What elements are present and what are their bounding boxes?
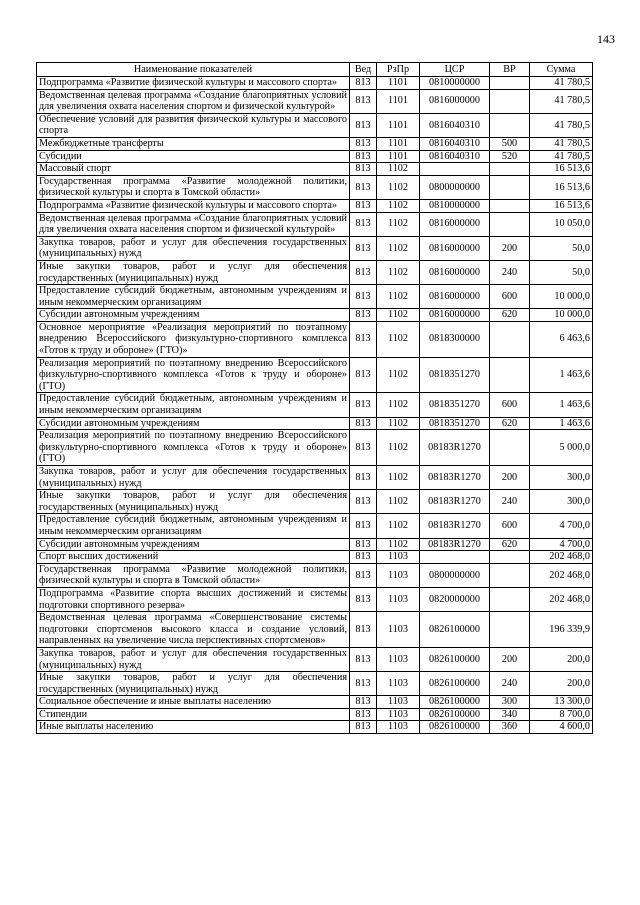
cell-rzpr: 1103	[377, 612, 420, 648]
cell-csr: 0816000000	[420, 89, 490, 113]
cell-sum: 200,0	[530, 672, 593, 696]
cell-csr: 0826100000	[420, 612, 490, 648]
cell-ved: 813	[350, 514, 377, 538]
cell-rzpr: 1102	[377, 466, 420, 490]
cell-rzpr: 1103	[377, 708, 420, 721]
cell-name: Предоставление субсидий бюджетным, автономным учреждениям и иным некоммерческим организациям	[37, 393, 350, 417]
cell-vr	[490, 357, 530, 393]
cell-ved: 813	[350, 587, 377, 611]
table-row	[37, 113, 593, 137]
cell-vr	[490, 175, 530, 199]
cell-sum: 41 780,5	[530, 150, 593, 163]
cell-rzpr: 1102	[377, 260, 420, 284]
cell-rzpr: 1102	[377, 430, 420, 466]
cell-name: Ведомственная целевая программа «Создание благоприятных условий для увеличения охвата населения спортом и физической культурой»	[37, 212, 350, 236]
cell-vr	[490, 212, 530, 236]
cell-vr	[490, 163, 530, 176]
cell-sum: 6 463,6	[530, 321, 593, 357]
cell-csr: 0826100000	[420, 708, 490, 721]
cell-rzpr: 1102	[377, 163, 420, 176]
cell-sum: 16 513,6	[530, 163, 593, 176]
cell-sum: 41 780,5	[530, 89, 593, 113]
cell-vr	[490, 587, 530, 611]
table-body	[37, 77, 593, 734]
cell-name: Закупка товаров, работ и услуг для обеспечения государственных (муниципальных) нужд	[37, 236, 350, 260]
cell-vr: 240	[490, 260, 530, 284]
table-row	[37, 514, 593, 538]
cell-sum: 196 339,9	[530, 612, 593, 648]
budget-table	[36, 62, 593, 734]
table-row	[37, 563, 593, 587]
cell-sum: 202 468,0	[530, 551, 593, 564]
cell-vr: 600	[490, 514, 530, 538]
cell-rzpr: 1101	[377, 150, 420, 163]
table-row	[37, 708, 593, 721]
cell-csr: 0816000000	[420, 236, 490, 260]
cell-name: Государственная программа «Развитие молодежной политики, физической культуры и спорта в Томской области»	[37, 175, 350, 199]
cell-name: Обеспечение условий для развития физической культуры и массового спорта	[37, 113, 350, 137]
cell-sum: 50,0	[530, 236, 593, 260]
cell-name: Иные закупки товаров, работ и услуг для обеспечения государственных (муниципальных) нужд	[37, 490, 350, 514]
cell-sum: 4 700,0	[530, 538, 593, 551]
cell-vr: 600	[490, 393, 530, 417]
table-row	[37, 466, 593, 490]
cell-vr	[490, 321, 530, 357]
cell-ved: 813	[350, 551, 377, 564]
cell-ved: 813	[350, 137, 377, 150]
cell-rzpr: 1102	[377, 393, 420, 417]
cell-name: Реализация мероприятий по поэтапному внедрению Всероссийского физкультурно-спортивного комплекса «Готов к труду и обороне» (ГТО)	[37, 430, 350, 466]
cell-rzpr: 1102	[377, 490, 420, 514]
table-row	[37, 417, 593, 430]
cell-name: Реализация мероприятий по поэтапному внедрению Всероссийского физкультурно-спортивного комплекса «Готов к труду и обороне» (ГТО)	[37, 357, 350, 393]
cell-ved: 813	[350, 113, 377, 137]
cell-csr: 08183R1270	[420, 514, 490, 538]
cell-rzpr: 1102	[377, 199, 420, 212]
cell-name: Подпрограмма «Развитие физической культуры и массового спорта»	[37, 77, 350, 90]
table-row	[37, 612, 593, 648]
cell-name: Государственная программа «Развитие молодежной политики, физической культуры и спорта в Томской области»	[37, 563, 350, 587]
cell-sum: 1 463,6	[530, 417, 593, 430]
cell-vr: 340	[490, 708, 530, 721]
cell-csr: 0826100000	[420, 672, 490, 696]
table-row	[37, 357, 593, 393]
cell-sum: 41 780,5	[530, 77, 593, 90]
table-row	[37, 89, 593, 113]
table-row	[37, 721, 593, 734]
cell-name: Подпрограмма «Развитие спорта высших достижений и системы подготовки спортивного резерва»	[37, 587, 350, 611]
cell-name: Социальное обеспечение и иные выплаты населению	[37, 696, 350, 709]
cell-csr: 0816040310	[420, 113, 490, 137]
header-vr: ВР	[490, 63, 530, 77]
cell-sum: 41 780,5	[530, 113, 593, 137]
cell-sum: 8 700,0	[530, 708, 593, 721]
header-sum: Сумма	[530, 63, 593, 77]
cell-ved: 813	[350, 708, 377, 721]
table-row	[37, 430, 593, 466]
table-row	[37, 77, 593, 90]
cell-rzpr: 1103	[377, 696, 420, 709]
cell-rzpr: 1103	[377, 647, 420, 671]
cell-sum: 5 000,0	[530, 430, 593, 466]
cell-sum: 4 600,0	[530, 721, 593, 734]
cell-name: Иные закупки товаров, работ и услуг для обеспечения государственных (муниципальных) нужд	[37, 672, 350, 696]
cell-name: Межбюджетные трансферты	[37, 137, 350, 150]
page-number: 143	[597, 32, 615, 46]
cell-ved: 813	[350, 260, 377, 284]
cell-vr: 620	[490, 417, 530, 430]
cell-rzpr: 1103	[377, 672, 420, 696]
table-row	[37, 672, 593, 696]
cell-name: Предоставление субсидий бюджетным, автономным учреждениям и иным некоммерческим организациям	[37, 285, 350, 309]
cell-csr: 08183R1270	[420, 538, 490, 551]
cell-vr	[490, 563, 530, 587]
cell-csr: 0816040310	[420, 150, 490, 163]
cell-vr	[490, 612, 530, 648]
table-row	[37, 199, 593, 212]
cell-vr	[490, 113, 530, 137]
cell-sum: 300,0	[530, 490, 593, 514]
cell-ved: 813	[350, 563, 377, 587]
cell-csr: 0810000000	[420, 199, 490, 212]
table-row	[37, 309, 593, 322]
cell-csr: 0800000000	[420, 563, 490, 587]
cell-sum: 13 300,0	[530, 696, 593, 709]
table-row	[37, 587, 593, 611]
cell-csr: 0818351270	[420, 393, 490, 417]
cell-csr: 0816000000	[420, 285, 490, 309]
cell-csr: 0810000000	[420, 77, 490, 90]
cell-csr: 0820000000	[420, 587, 490, 611]
cell-csr: 08183R1270	[420, 490, 490, 514]
cell-ved: 813	[350, 163, 377, 176]
table-row	[37, 321, 593, 357]
cell-ved: 813	[350, 417, 377, 430]
table-row	[37, 490, 593, 514]
cell-name: Ведомственная целевая программа «Совершенствование системы подготовки спортсменов высокого класса и создание условий, направленных на увеличение числа перспективных спортсменов»	[37, 612, 350, 648]
cell-name: Субсидии автономным учреждениям	[37, 417, 350, 430]
cell-ved: 813	[350, 77, 377, 90]
cell-name: Иные закупки товаров, работ и услуг для обеспечения государственных (муниципальных) нужд	[37, 260, 350, 284]
cell-ved: 813	[350, 612, 377, 648]
cell-name: Субсидии автономным учреждениям	[37, 538, 350, 551]
cell-sum: 16 513,6	[530, 175, 593, 199]
cell-csr: 0826100000	[420, 696, 490, 709]
cell-vr: 240	[490, 672, 530, 696]
table-row	[37, 163, 593, 176]
cell-ved: 813	[350, 212, 377, 236]
cell-rzpr: 1102	[377, 212, 420, 236]
cell-sum: 1 463,6	[530, 357, 593, 393]
cell-csr: 0818351270	[420, 417, 490, 430]
cell-vr	[490, 77, 530, 90]
cell-ved: 813	[350, 150, 377, 163]
cell-name: Закупка товаров, работ и услуг для обеспечения государственных (муниципальных) нужд	[37, 466, 350, 490]
cell-vr: 520	[490, 150, 530, 163]
cell-vr: 620	[490, 309, 530, 322]
cell-ved: 813	[350, 236, 377, 260]
cell-sum: 202 468,0	[530, 563, 593, 587]
cell-rzpr: 1103	[377, 721, 420, 734]
cell-rzpr: 1102	[377, 417, 420, 430]
cell-ved: 813	[350, 357, 377, 393]
cell-ved: 813	[350, 89, 377, 113]
table-row	[37, 393, 593, 417]
cell-rzpr: 1101	[377, 113, 420, 137]
cell-rzpr: 1101	[377, 77, 420, 90]
cell-sum: 202 468,0	[530, 587, 593, 611]
cell-name: Предоставление субсидий бюджетным, автономным учреждениям и иным некоммерческим организациям	[37, 514, 350, 538]
cell-vr: 300	[490, 696, 530, 709]
header-rzpr: РзПр	[377, 63, 420, 77]
cell-vr: 360	[490, 721, 530, 734]
cell-vr	[490, 199, 530, 212]
cell-csr: 0818351270	[420, 357, 490, 393]
cell-ved: 813	[350, 285, 377, 309]
cell-ved: 813	[350, 466, 377, 490]
cell-sum: 10 000,0	[530, 285, 593, 309]
cell-rzpr: 1103	[377, 563, 420, 587]
cell-name: Иные выплаты населению	[37, 721, 350, 734]
table-row	[37, 551, 593, 564]
cell-rzpr: 1102	[377, 309, 420, 322]
cell-vr	[490, 430, 530, 466]
cell-ved: 813	[350, 721, 377, 734]
cell-name: Ведомственная целевая программа «Создание благоприятных условий для увеличения охвата населения спортом и физической культурой»	[37, 89, 350, 113]
cell-csr: 0816000000	[420, 260, 490, 284]
cell-ved: 813	[350, 538, 377, 551]
cell-ved: 813	[350, 321, 377, 357]
cell-ved: 813	[350, 175, 377, 199]
cell-vr: 200	[490, 236, 530, 260]
table-row	[37, 137, 593, 150]
cell-rzpr: 1102	[377, 514, 420, 538]
cell-sum: 1 463,6	[530, 393, 593, 417]
cell-ved: 813	[350, 490, 377, 514]
table-header-row	[37, 63, 593, 77]
cell-vr: 200	[490, 466, 530, 490]
table-row	[37, 285, 593, 309]
table-row	[37, 236, 593, 260]
cell-csr: 0816000000	[420, 309, 490, 322]
cell-ved: 813	[350, 199, 377, 212]
cell-rzpr: 1102	[377, 357, 420, 393]
table-row	[37, 150, 593, 163]
cell-sum: 10 000,0	[530, 309, 593, 322]
cell-ved: 813	[350, 647, 377, 671]
cell-name: Стипендии	[37, 708, 350, 721]
cell-name: Массовый спорт	[37, 163, 350, 176]
cell-rzpr: 1103	[377, 551, 420, 564]
cell-ved: 813	[350, 672, 377, 696]
cell-csr	[420, 163, 490, 176]
cell-ved: 813	[350, 309, 377, 322]
cell-csr: 08183R1270	[420, 466, 490, 490]
cell-csr: 0826100000	[420, 647, 490, 671]
cell-csr: 0826100000	[420, 721, 490, 734]
cell-rzpr: 1101	[377, 137, 420, 150]
cell-ved: 813	[350, 393, 377, 417]
cell-sum: 200,0	[530, 647, 593, 671]
cell-csr: 0800000000	[420, 175, 490, 199]
cell-sum: 10 050,0	[530, 212, 593, 236]
cell-sum: 300,0	[530, 466, 593, 490]
cell-vr: 600	[490, 285, 530, 309]
table-row	[37, 647, 593, 671]
cell-sum: 4 700,0	[530, 514, 593, 538]
cell-sum: 41 780,5	[530, 137, 593, 150]
cell-vr: 240	[490, 490, 530, 514]
cell-ved: 813	[350, 696, 377, 709]
cell-name: Закупка товаров, работ и услуг для обеспечения государственных (муниципальных) нужд	[37, 647, 350, 671]
cell-sum: 50,0	[530, 260, 593, 284]
cell-csr	[420, 551, 490, 564]
table-row	[37, 175, 593, 199]
cell-vr	[490, 89, 530, 113]
cell-sum: 16 513,6	[530, 199, 593, 212]
cell-rzpr: 1101	[377, 89, 420, 113]
cell-name: Субсидии автономным учреждениям	[37, 309, 350, 322]
header-csr: ЦСР	[420, 63, 490, 77]
cell-name: Субсидии	[37, 150, 350, 163]
cell-name: Основное мероприятие «Реализация мероприятий по поэтапному внедрению Всероссийского физкультурно-спортивного комплекса «Готов к труду и обороне» (ГТО)»	[37, 321, 350, 357]
cell-name: Спорт высших достижений	[37, 551, 350, 564]
table-row	[37, 696, 593, 709]
table-row	[37, 538, 593, 551]
cell-vr: 200	[490, 647, 530, 671]
cell-csr: 0816040310	[420, 137, 490, 150]
cell-rzpr: 1102	[377, 175, 420, 199]
cell-csr: 0816000000	[420, 212, 490, 236]
header-name: Наименование показателей	[37, 63, 350, 77]
cell-vr: 620	[490, 538, 530, 551]
cell-ved: 813	[350, 430, 377, 466]
cell-name: Подпрограмма «Развитие физической культуры и массового спорта»	[37, 199, 350, 212]
cell-rzpr: 1102	[377, 285, 420, 309]
table-row	[37, 260, 593, 284]
cell-csr: 08183R1270	[420, 430, 490, 466]
cell-rzpr: 1102	[377, 538, 420, 551]
table-row	[37, 212, 593, 236]
cell-vr	[490, 551, 530, 564]
cell-csr: 0818300000	[420, 321, 490, 357]
cell-rzpr: 1102	[377, 236, 420, 260]
cell-vr: 500	[490, 137, 530, 150]
cell-rzpr: 1102	[377, 321, 420, 357]
header-ved: Вед	[350, 63, 377, 77]
cell-rzpr: 1103	[377, 587, 420, 611]
